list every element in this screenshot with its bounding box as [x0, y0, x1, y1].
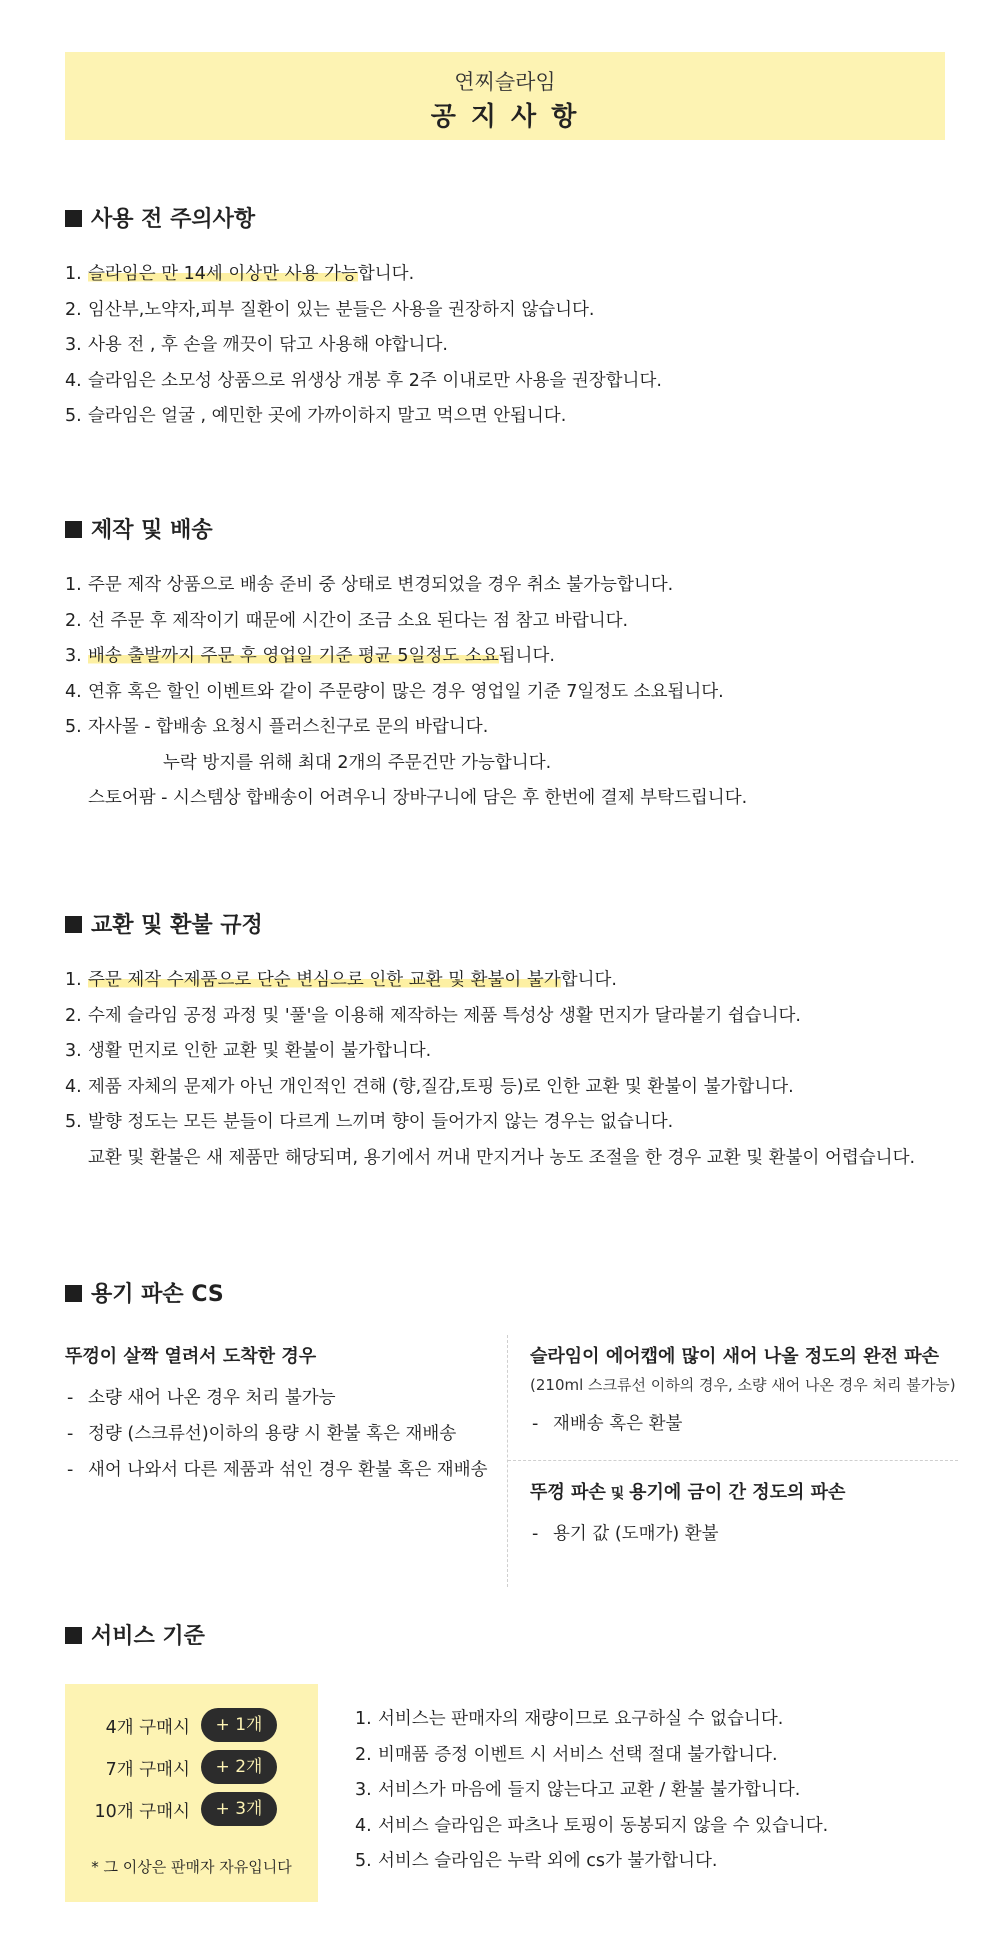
- list-item: 3. 생활 먼지로 인한 교환 및 환불이 불가합니다.: [65, 1041, 432, 1061]
- square-bullet-icon: [65, 916, 82, 933]
- cs-left-list: [65, 1380, 488, 1488]
- list-item: - 용기 값 (도매가) 환불: [530, 1516, 719, 1552]
- page-title: 공 지 사 항: [430, 102, 580, 132]
- list-item: 1. 슬라임은 만 14세 이상만 사용 가능합니다.: [65, 264, 415, 284]
- highlight-text: 슬라임은 만 14세 이상만 사용 가능: [88, 264, 358, 284]
- section-title-container-cs: 용기 파손 CS: [65, 1280, 224, 1310]
- list-item: 1. 주문 제작 상품으로 배송 준비 중 상태로 변경되었을 경우 취소 불가능합니다.: [65, 575, 674, 595]
- list-item: 5. 자사몰 - 합배송 요청시 플러스친구로 문의 바랍니다. 누락 방지를 위해 최대 2개의 주문건만 가능합니다. 스토어팜 - 시스템상 합배송이 어려우니 장바구니에 담은 후 한번에 결제 부탁드립니다.: [65, 710, 747, 817]
- service-tier-box: [65, 1684, 318, 1902]
- list-item-continuation: 교환 및 환불은 새 제품만 해당되며, 용기에서 꺼내 만지거나 농도 조절을 한 경우 교환 및 환불이 어렵습니다.: [88, 1147, 916, 1168]
- service-tier-row: [65, 1792, 318, 1826]
- list-item: 5. 서비스 슬라임은 누락 외에 cs가 불가합니다.: [355, 1851, 718, 1871]
- list-item-continuation: 스토어팜 - 시스템상 합배송이 어려우니 장바구니에 담은 후 한번에 결제 부탁드립니다.: [88, 788, 748, 808]
- list-item: 2. 수제 슬라임 공정 과정 및 '풀'을 이용해 제작하는 제품 특성상 생활 먼지가 달라붙기 쉽습니다.: [65, 1005, 801, 1026]
- section-title-service: 서비스 기준: [65, 1622, 205, 1652]
- list-item: 2. 임산부,노약자,피부 질환이 있는 분들은 사용을 권장하지 않습니다.: [65, 299, 595, 320]
- list-item: 1. 주문 제작 수제품으로 단순 변심으로 인한 교환 및 환불이 불가합니다.: [65, 970, 617, 990]
- list-item: 5. 슬라임은 얼굴 , 예민한 곳에 가까이하지 말고 먹으면 안됩니다.: [65, 406, 567, 426]
- list-item: - 새어 나와서 다른 제품과 섞인 경우 환불 혹은 재배송: [65, 1452, 488, 1488]
- service-note: * 그 이상은 판매자 자유입니다: [91, 1858, 292, 1876]
- cs-right-top-note: (210ml 스크류선 이하의 경우, 소량 새어 나온 경우 처리 불가능): [530, 1376, 956, 1394]
- list-item: 3. 배송 출발까지 주문 후 영업일 기준 평균 5일정도 소요됩니다.: [65, 646, 555, 666]
- list-item: - 재배송 혹은 환불: [530, 1406, 682, 1442]
- list-item: 1. 서비스는 판매자의 재량이므로 요구하실 수 없습니다.: [355, 1709, 784, 1729]
- section-title-precautions: 사용 전 주의사항: [65, 205, 255, 235]
- shipping-list: [65, 568, 747, 817]
- list-item-continuation: 누락 방지를 위해 최대 2개의 주문건만 가능합니다.: [163, 752, 552, 773]
- list-item: - 소량 새어 나온 경우 처리 불가능: [65, 1380, 488, 1416]
- square-bullet-icon: [65, 210, 82, 227]
- list-item: 4. 서비스 슬라임은 파츠나 토핑이 동봉되지 않을 수 있습니다.: [355, 1815, 829, 1836]
- square-bullet-icon: [65, 1285, 82, 1302]
- list-item: 2. 선 주문 후 제작이기 때문에 시간이 조금 소요 된다는 점 참고 바랍니다.: [65, 610, 629, 631]
- list-item: 3. 사용 전 , 후 손을 깨끗이 닦고 사용해 야합니다.: [65, 335, 448, 355]
- notice-banner: [65, 52, 945, 140]
- service-tier-row: [65, 1708, 318, 1742]
- highlight-text: 주문 제작 수제품으로 단순 변심으로 인한 교환 및 환불이 불가: [88, 970, 561, 990]
- row-divider: [508, 1460, 958, 1461]
- tier-label: 4개 구매시: [105, 1718, 190, 1738]
- tier-bonus-badge: + 3개: [201, 1792, 277, 1826]
- section-title-shipping: 제작 및 배송: [65, 516, 213, 546]
- tier-label: 10개 구매시: [94, 1802, 190, 1822]
- column-divider: [507, 1335, 508, 1587]
- list-item: 2. 비매품 증정 이벤트 시 서비스 선택 절대 불가합니다.: [355, 1744, 778, 1765]
- list-item: 4. 슬라임은 소모성 상품으로 위생상 개봉 후 2주 이내로만 사용을 권장합니다.: [65, 370, 662, 391]
- service-list: [355, 1702, 828, 1880]
- list-item: 4. 연휴 혹은 할인 이벤트와 같이 주문량이 많은 경우 영업일 기준 7일정도 소요됩니다.: [65, 681, 724, 702]
- list-item: 5. 발향 정도는 모든 분들이 다르게 느끼며 향이 들어가지 않는 경우는 없습니다. 교환 및 환불은 새 제품만 해당되며, 용기에서 꺼내 만지거나 농도 조절을 한 경우 교환 및 환불이 어렵습니다.: [65, 1105, 915, 1176]
- cs-right-bottom-heading: 뚜껑 파손 및 용기에 금이 간 정도의 파손: [530, 1482, 846, 1503]
- service-tier-row: [65, 1750, 318, 1784]
- tier-label: 7개 구매시: [105, 1760, 190, 1780]
- refund-list: [65, 963, 915, 1176]
- square-bullet-icon: [65, 1627, 82, 1644]
- cs-right-top-heading: 슬라임이 에어캡에 많이 새어 나올 정도의 완전 파손: [530, 1346, 940, 1367]
- highlight-text: 배송 출발까지 주문 후 영업일 기준 평균 5일정도 소요: [88, 646, 499, 666]
- list-item: 4. 제품 자체의 문제가 아닌 개인적인 견해 (향,질감,토핑 등)로 인한 교환 및 환불이 불가합니다.: [65, 1076, 794, 1097]
- tier-bonus-badge: + 1개: [201, 1708, 277, 1742]
- square-bullet-icon: [65, 521, 82, 538]
- cs-right-bottom-list: [530, 1516, 719, 1552]
- list-item: 3. 서비스가 마음에 들지 않는다고 교환 / 환불 불가합니다.: [355, 1780, 801, 1800]
- brand-name: 연찌슬라임: [454, 70, 556, 94]
- list-item: - 정량 (스크류선)이하의 용량 시 환불 혹은 재배송: [65, 1416, 488, 1452]
- cs-left-heading: 뚜껑이 살짝 열려서 도착한 경우: [65, 1346, 317, 1367]
- tier-bonus-badge: + 2개: [201, 1750, 277, 1784]
- cs-right-top-list: [530, 1406, 682, 1442]
- precautions-list: [65, 257, 662, 435]
- section-title-refund: 교환 및 환불 규정: [65, 911, 263, 941]
